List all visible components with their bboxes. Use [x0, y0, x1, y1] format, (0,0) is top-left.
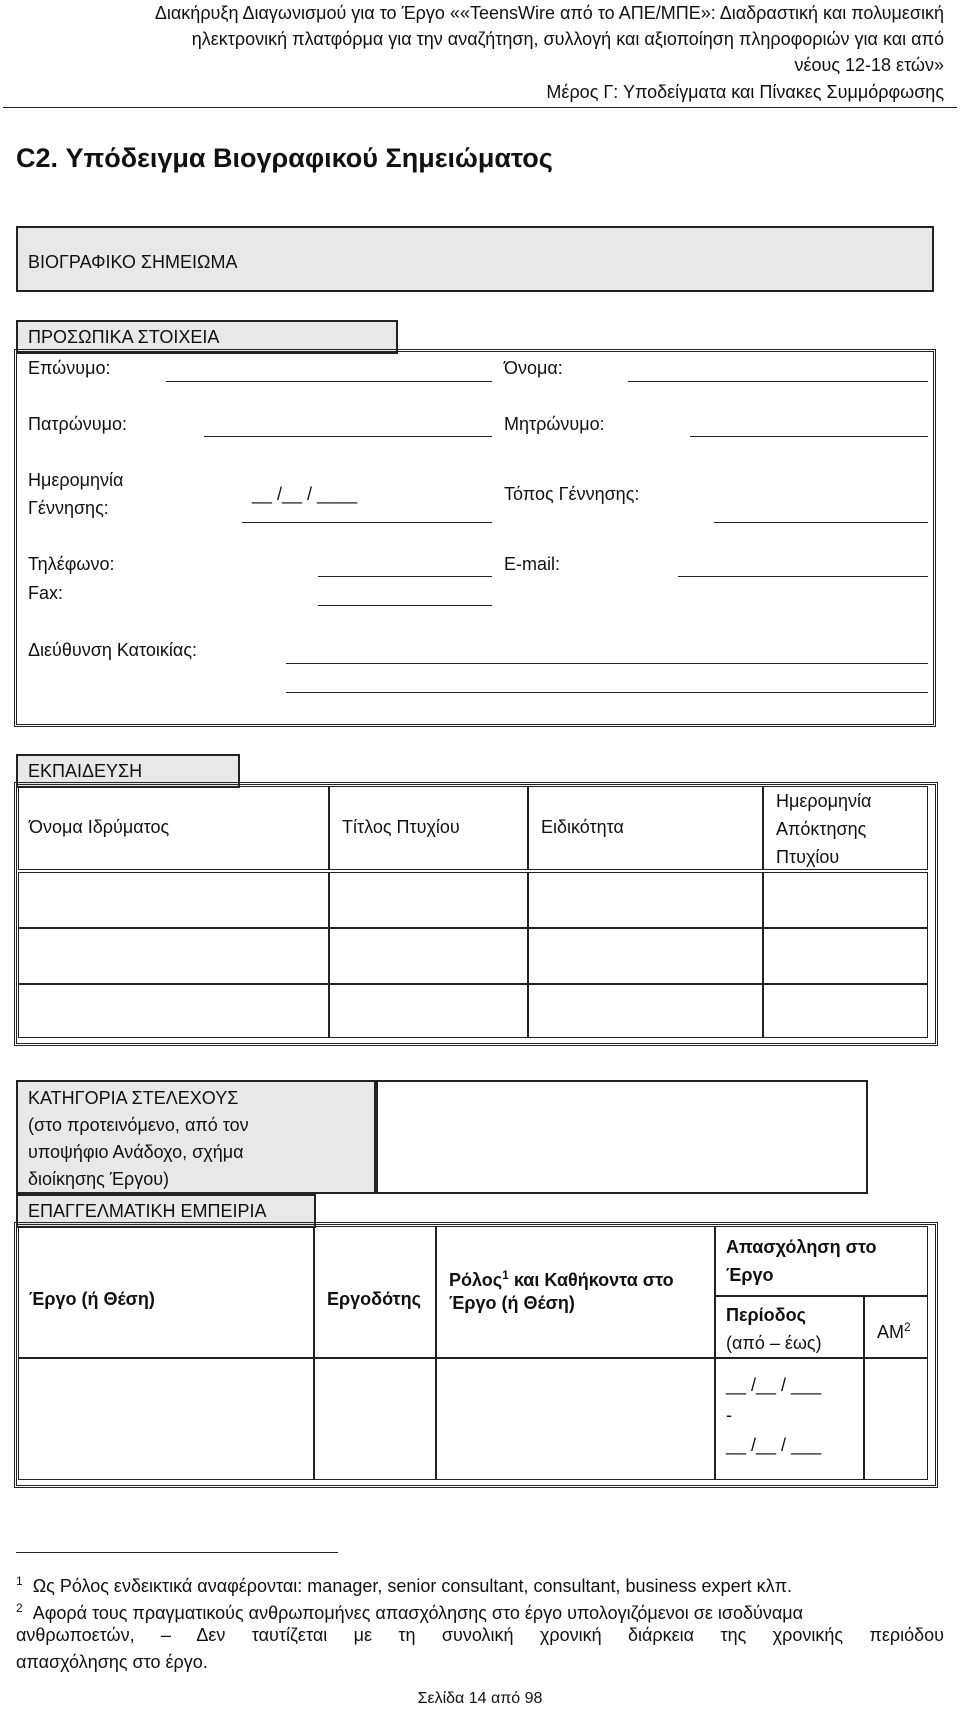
edu-cell[interactable] — [528, 872, 763, 928]
header-line-2: ηλεκτρονική πλατφόρμα για την αναζήτηση, συλλογή και αξιοποίηση πληροφοριών για και από — [191, 29, 944, 49]
father-name-field[interactable] — [204, 436, 492, 437]
edu-col-date-label-1: Ημερομηνία — [776, 791, 872, 811]
surname-label: Επώνυμο: — [28, 358, 111, 378]
phone-field[interactable] — [318, 576, 492, 577]
edu-col-institution-label: Όνομα Ιδρύματος — [29, 817, 170, 837]
personal-details-box — [14, 349, 936, 727]
exp-col-role — [436, 1226, 715, 1358]
birthdate-field[interactable] — [242, 522, 492, 523]
birthdate-label-2: Γέννησης: — [28, 498, 109, 518]
address-field-2[interactable] — [286, 692, 928, 693]
personal-heading: ΠΡΟΣΩΠΙΚΑ ΣΤΟΙΧΕΙΑ — [28, 327, 220, 347]
exp-col-employer-label: Εργοδότης — [327, 1289, 421, 1309]
footnote-separator — [16, 1552, 338, 1553]
experience-heading: ΕΠΑΓΓΕΛΜΑΤΙΚΗ ΕΜΠΕΙΡΙΑ — [28, 1201, 267, 1221]
edu-cell[interactable] — [528, 984, 763, 1038]
edu-cell[interactable] — [763, 928, 928, 984]
exp-col-project — [18, 1226, 314, 1358]
exp-col-role-label-2: Έργο (ή Θέση) — [449, 1293, 575, 1313]
exp-col-am-text: ΑΜ — [877, 1322, 904, 1342]
mother-name-field[interactable] — [690, 436, 928, 437]
edu-col-degree-label: Τίτλος Πτυχίου — [342, 817, 460, 837]
cv-heading-box — [16, 226, 934, 292]
exp-cell-period[interactable] — [715, 1358, 864, 1480]
exp-cell[interactable] — [314, 1358, 436, 1480]
footnote-2-line-2: ανθρωποετών, – Δεν ταυτίζεται με τη συνολική χρονική διάρκεια της χρονικής περιόδου — [16, 1625, 944, 1645]
exp-col-period-label-1: Περίοδος — [726, 1305, 806, 1325]
edu-col-date-label-3: Πτυχίου — [776, 847, 840, 867]
exp-col-employment-label-2: Έργο — [726, 1265, 774, 1285]
footnote-2-number: 2 — [16, 1601, 23, 1615]
exp-col-employment — [715, 1226, 928, 1296]
edu-cell[interactable] — [18, 872, 329, 928]
exp-col-role-word: Ρόλος — [449, 1270, 503, 1290]
edu-cell[interactable] — [18, 984, 329, 1038]
period-to: __ /__ / ___ — [726, 1435, 822, 1455]
category-note-2: υποψήφιο Ανάδοχο, σχήμα — [28, 1142, 244, 1162]
exp-col-project-label: Έργο (ή Θέση) — [29, 1289, 155, 1309]
period-from: __ /__ / ___ — [726, 1375, 822, 1395]
exp-col-period-label-2: (από – έως) — [726, 1333, 822, 1353]
exp-col-role-rest: και Καθήκοντα στο — [508, 1270, 674, 1290]
name-label: Όνομα: — [504, 358, 563, 378]
phone-label: Τηλέφωνο: — [28, 554, 115, 574]
header-line-1: Διακήρυξη Διαγωνισμού για το Έργο ««TeensWire από το ΑΠΕ/ΜΠΕ»: Διαδραστική και πολυμεσική — [154, 3, 944, 23]
edu-cell[interactable] — [329, 928, 528, 984]
edu-cell[interactable] — [528, 928, 763, 984]
category-label-box — [16, 1080, 376, 1194]
birthdate-slots: __ /__ / ____ — [252, 484, 358, 504]
birthdate-label-1: Ημερομηνία — [28, 470, 124, 490]
header-divider — [3, 107, 957, 108]
fax-label: Fax: — [28, 583, 64, 603]
mother-name-label: Μητρώνυμο: — [504, 414, 605, 434]
edu-cell[interactable] — [18, 928, 329, 984]
edu-cell[interactable] — [763, 984, 928, 1038]
edu-col-date-label-2: Απόκτησης — [776, 819, 867, 839]
category-note-1: (στο προτεινόμενο, από τον — [28, 1115, 249, 1135]
period-dash: - — [726, 1405, 732, 1425]
page-number: Σελίδα 14 από 98 — [417, 1690, 543, 1707]
header-line-4: Μέρος Γ: Υποδείγματα και Πίνακες Συμμόρφωσης — [546, 82, 944, 102]
edu-col-specialty-label: Ειδικότητα — [541, 817, 624, 837]
father-name-label: Πατρώνυμο: — [28, 414, 128, 434]
page-title: C2. Υπόδειγμα Βιογραφικού Σημειώματος — [16, 143, 553, 173]
category-note-3: διοίκησης Έργου) — [28, 1169, 170, 1189]
education-heading: ΕΚΠΑΙΔΕΥΣΗ — [28, 761, 143, 781]
birthplace-label: Τόπος Γέννησης: — [504, 484, 640, 504]
edu-col-specialty — [528, 786, 763, 870]
cv-heading: ΒΙΟΓΡΑΦΙΚΟ ΣΗΜΕΙΩΜΑ — [28, 252, 238, 272]
exp-cell[interactable] — [18, 1358, 314, 1480]
edu-cell[interactable] — [329, 872, 528, 928]
address-label: Διεύθυνση Κατοικίας: — [28, 640, 198, 660]
header-line-3: νέους 12-18 ετών» — [794, 55, 944, 75]
exp-cell[interactable] — [436, 1358, 715, 1480]
fax-field[interactable] — [318, 605, 492, 606]
edu-cell[interactable] — [763, 872, 928, 928]
address-field-1[interactable] — [286, 663, 928, 664]
footnote-2-line-3: απασχόλησης στο έργο. — [16, 1652, 208, 1672]
footnote-ref-2: 2 — [904, 1320, 911, 1334]
category-value-box[interactable] — [376, 1080, 868, 1194]
email-label: E-mail: — [504, 554, 561, 574]
edu-col-degree — [329, 786, 528, 870]
exp-col-employment-label-1: Απασχόληση στο — [726, 1237, 877, 1257]
exp-col-am — [864, 1296, 928, 1358]
footnote-ref-1: 1 — [502, 1268, 509, 1282]
exp-col-employer — [314, 1226, 436, 1358]
birthplace-field[interactable] — [714, 522, 928, 523]
footnote-1-text: Ως Ρόλος ενδεικτικά αναφέρονται: manager, senior consultant, consultant, business expert κλπ. — [32, 1576, 792, 1596]
name-field[interactable] — [628, 381, 928, 382]
exp-cell-am[interactable] — [864, 1358, 928, 1480]
footnote-2-text-1: Αφορά τους πραγματικούς ανθρωπομήνες απασχόλησης στο έργο υπολογιζόμενοι σε ισοδύναμα — [32, 1603, 804, 1623]
exp-col-period — [715, 1296, 864, 1358]
edu-cell[interactable] — [329, 984, 528, 1038]
email-field[interactable] — [678, 576, 928, 577]
category-heading: ΚΑΤΗΓΟΡΙΑ ΣΤΕΛΕΧΟΥΣ — [28, 1088, 239, 1108]
exp-col-am-label — [877, 1313, 911, 1346]
edu-col-institution — [18, 786, 329, 870]
footnote-1-number: 1 — [16, 1574, 23, 1588]
edu-col-date — [763, 786, 928, 870]
surname-field[interactable] — [166, 381, 492, 382]
